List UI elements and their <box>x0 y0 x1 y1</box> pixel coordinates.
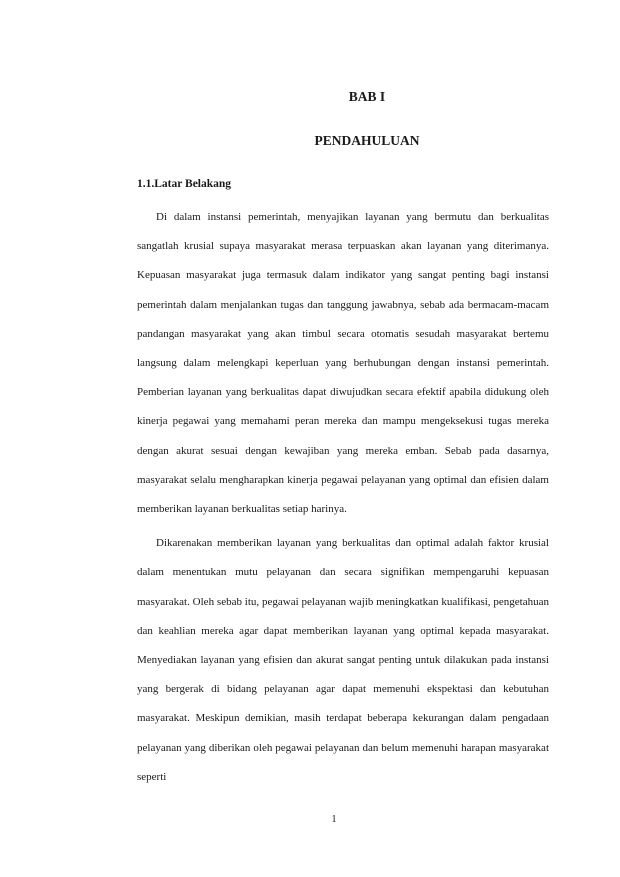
body-paragraph-1: Di dalam instansi pemerintah, menyajikan layanan yang bermutu dan berkualitas sangatlah krusial supaya masyarakat merasa terpuaskan akan layanan yang diterimanya. Kepuasan masyarakat juga termasuk dalam indikator yang sangat penting bagi instansi pemerintah dalam menjalankan tugas dan tanggung jawabnya, sebab ada bermacam-macam pandangan masyarakat yang akan timbul secara otomatis sesudah masyarakat bertemu langsung dalam melengkapi keperluan yang berhubungan dengan instansi pemerintah. Pemberian layanan yang berkualitas dapat diwujudkan secara efektif apabila didukung oleh kinerja pegawai yang memahami peran mereka dan mampu mengeksekusi tugas mereka dengan akurat sesuai dengan kewajiban yang mereka emban. Sebab pada dasarnya, masyarakat selalu mengharapkan kinerja pegawai pelayanan yang optimal dan efisien dalam memberikan layanan berkualitas setiap harinya. <box>137 211 549 516</box>
chapter-number: BAB I <box>348 89 386 104</box>
section-heading: 1.1.Latar Belakang <box>137 178 232 190</box>
page-number: 1 <box>331 814 337 825</box>
page-content <box>137 88 549 792</box>
body-paragraph-2: Dikarenakan memberikan layanan yang berkualitas dan optimal adalah faktor krusial dalam menentukan mutu pelayanan dan secara signifikan mempengaruhi kepuasan masyarakat. Oleh sebab itu, pegawai pelayanan wajib meningkatkan kualifikasi, pengetahuan dan keahlian mereka agar dapat memberikan layanan yang optimal kepada masyarakat. Menyediakan layanan yang efisien dan akurat sangat penting untuk dilakukan pada instansi yang bergerak di bidang pelayanan agar dapat memenuhi ekspektasi dan kebutuhan masyarakat. Meskipun demikian, masih terdapat beberapa kekurangan dalam pengadaan pelayanan yang diberikan oleh pegawai pelayanan dan belum memenuhi harapan masyarakat seperti <box>137 537 549 783</box>
chapter-title: PENDAHULUAN <box>314 133 420 148</box>
